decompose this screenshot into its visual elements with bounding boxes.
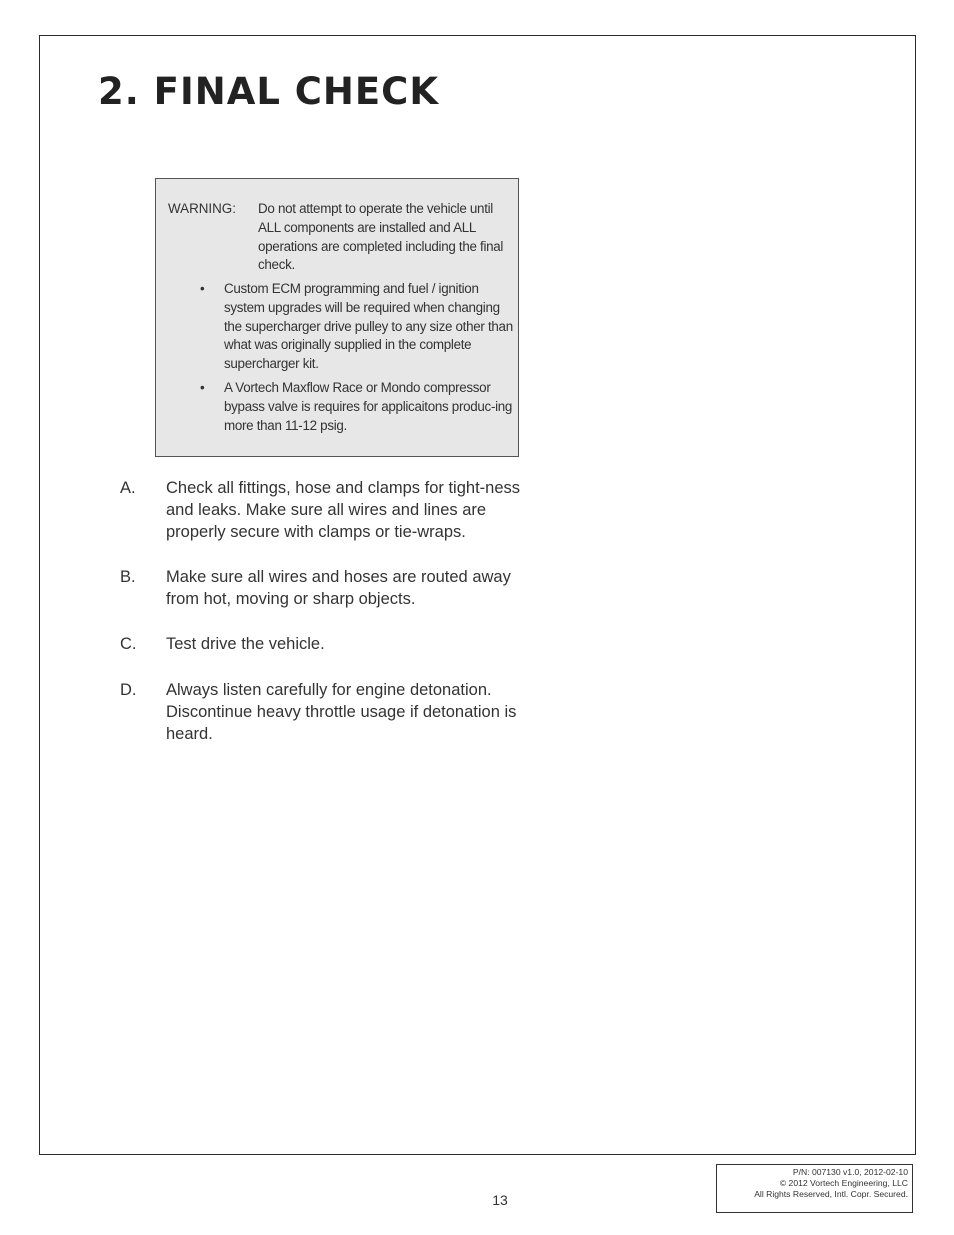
step-text: Check all fittings, hose and clamps for tight-ness and leaks. Make sure all wires and lines are properly secure with clamps or tie-wraps.: [166, 479, 521, 541]
step-letter: C.: [120, 635, 137, 653]
rights-text: All Rights Reserved, Intl. Copr. Secured.: [754, 1189, 908, 1199]
warning-bullet-text: A Vortech Maxflow Race or Mondo compressor bypass valve is requires for applicaitons produc-ing more than 11-12 psig.: [224, 380, 513, 433]
footer-info-box: [716, 1164, 913, 1213]
part-number: P/N: 007130 v1.0, 2012-02-10: [792, 1167, 908, 1177]
copyright-text: © 2012 Vortech Engineering, LLC: [779, 1178, 908, 1188]
step-text: Make sure all wires and hoses are routed away from hot, moving or sharp objects.: [166, 568, 511, 608]
bullet-icon: •: [200, 380, 205, 395]
bullet-icon: •: [200, 281, 205, 296]
warning-box: [155, 178, 519, 457]
step-text: Always listen carefully for engine detonation. Discontinue heavy throttle usage if detonation is heard.: [166, 681, 517, 743]
step-letter: D.: [120, 681, 137, 699]
warning-bullet-text: Custom ECM programming and fuel / ignition system upgrades will be required when changing the supercharger drive pulley to any size other than what was originally supplied in the complete supercharger kit.: [224, 281, 513, 372]
warning-text: Do not attempt to operate the vehicle until ALL components are installed and ALL operations are completed including the final check.: [258, 201, 504, 273]
section-title: 2. FINAL CHECK: [98, 70, 440, 113]
warning-label: WARNING:: [168, 201, 236, 216]
step-text: Test drive the vehicle.: [166, 635, 325, 653]
page-number: 13: [492, 1192, 508, 1208]
step-letter: B.: [120, 568, 136, 586]
step-letter: A.: [120, 479, 136, 497]
